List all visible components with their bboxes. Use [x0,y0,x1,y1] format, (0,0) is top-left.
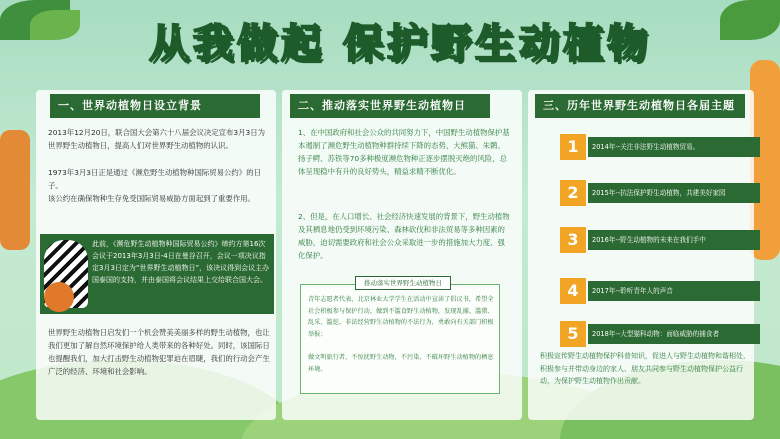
fox-image [44,282,74,312]
theme-number: 1 [560,134,586,160]
promotion-paragraph-1: 1、在中国政府和社会公众的共同努力下，中国野生动植物保护基本遏制了濒危野生动植物种群持续下降的态势，大熊猫、朱鹮、扬子鳄、苏铁等70多种极度濒危物种正逐步摆脱灭绝的风险，总体呈现稳中有升的良好势头，精益求精不断优化。 [298,128,510,176]
section-heading-themes: 三、历年世界野生动植物日各届主题 [535,94,745,118]
background-paragraph-2: 1973年3月3日正是通过《濒危野生动植物种国际贸易公约》的日子。 [48,168,261,190]
section-heading-background: 一、世界动植物日设立背景 [50,94,260,118]
quote-text: 此前，《濒危野生动植物种国际贸易公约》缔约方第16次会议于2013年3月3日-4日在曼谷召开，会议一项决议指定3月3日定为“世界野生动植物日”，该决议得到会议主办国泰国的支持，并由泰国将会议结果上交给联合国大会。 [92,240,270,284]
initiative-title: 推动落实世界野生动植物日 [355,276,451,290]
themes-closing-text: 积极宣传野生动植物保护科普知识，促进人与野生动植物和谐相处，积极参与并带动身边的家人、朋友共同参与野生动植物保护公益行动，为保护野生动植物作出贡献。 [540,352,750,385]
theme-text: 2017年--聆听青年人的声音 [588,281,760,301]
theme-number: 5 [560,321,586,347]
theme-number: 2 [560,180,586,206]
animal-left [0,130,30,250]
background-paragraph-4: 世界野生动植物日启发们一个机会赞美美丽多样的野生动植物，也让我们更加了解自然环境保护给人类带来的各种好处。同时，该国际日也提醒我们，加大打击野生动植物犯罪迫在眉睫，我们的行动会产生广泛的经济、环境和社会影响。 [48,328,270,376]
theme-number: 4 [560,278,586,304]
theme-text: 2016年--野生动植物的未来在我们手中 [588,230,760,250]
initiative-text-1: 青年志愿者代表、北京林业大学学生在活动中宣读了倡议书，希望全社会积极参与保护行动，做到不滥食野生动植物，发现乱捕、滥猎、乱采、滥挖、非法经营野生动植物的不法行为，勇敢向有关部门积极举报； [308,296,494,338]
background-paragraph-1: 2013年12月20日，联合国大会第六十八届会议决定宣布3月3日为世界野生动植物日，提高人们对世界野生动植物的认识。 [48,128,266,150]
background-paragraph-3: 该公约在确保物种生存免受国际贸易威胁方面起到了重要作用。 [48,194,255,203]
initiative-text-2: 做文明旅行者，不惊扰野生动物，不污染、不破坏野生动植物的栖息环境。 [308,354,494,373]
theme-number: 3 [560,227,586,253]
theme-text: 2014年--关注非法野生动植物贸易。 [588,137,760,157]
theme-text: 2018年--大型猫科动物：面临威胁的捕食者 [588,324,760,344]
section-heading-promotion: 二、推动落实世界野生动植物日 [290,94,490,118]
page-title: 从我做起 保护野生动植物 [149,21,651,67]
theme-text: 2015年--抗法保护野生动植物，共建美好家园 [588,183,760,203]
promotion-paragraph-2: 2、但是，在人口增长、社会经济快速发展的背景下，野生动植物及其栖息地仍受到环境污染、森林砍伐和非法贸易等多种因素的威胁，迫切需要政府和社会公众采取进一步的措施加大力度、强化保护。 [298,212,510,260]
